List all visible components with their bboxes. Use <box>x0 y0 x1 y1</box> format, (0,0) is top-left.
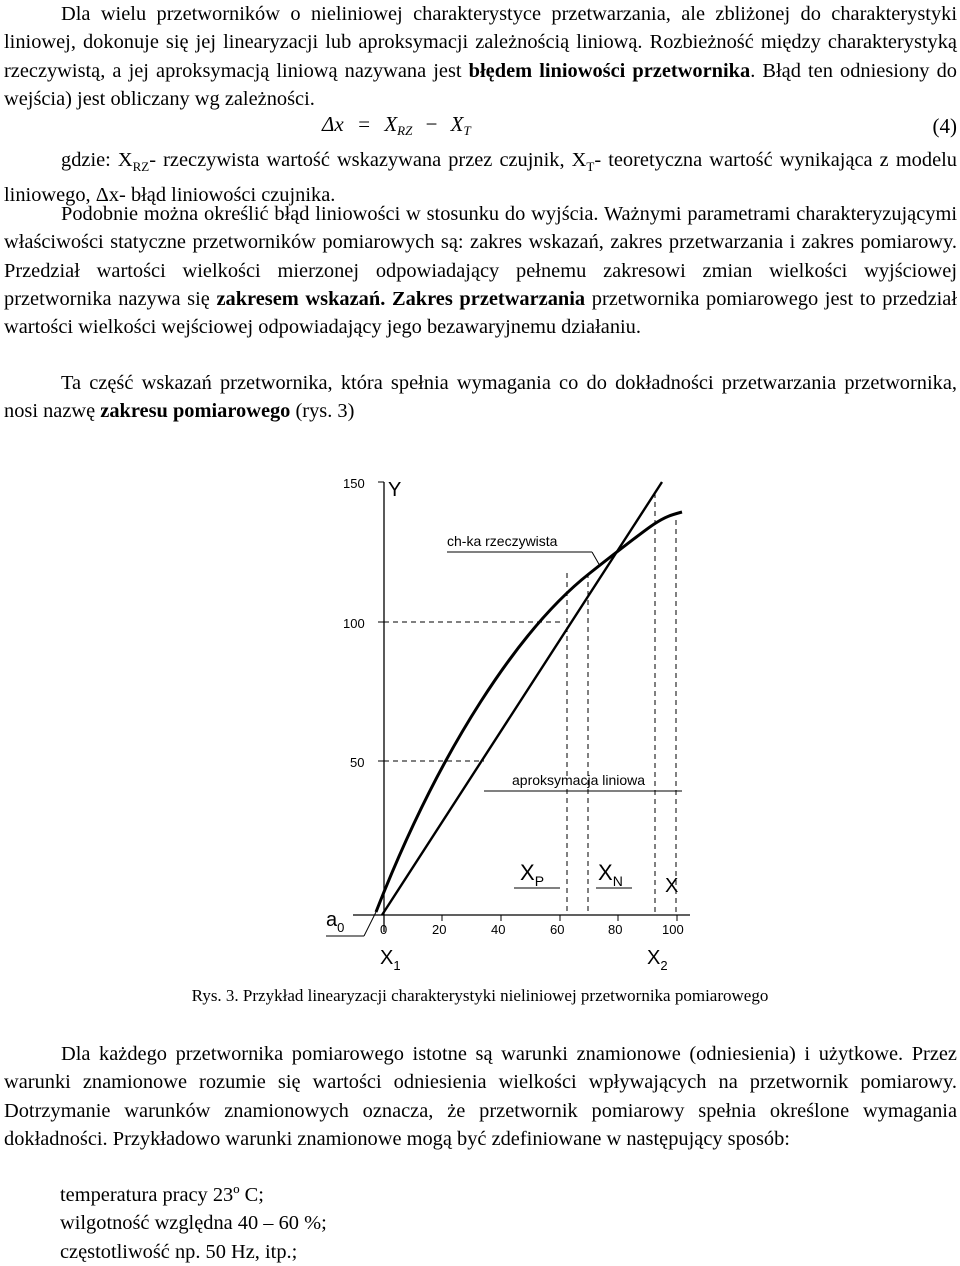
label-y-axis: Y <box>388 479 402 501</box>
equation-number: (4) <box>932 114 957 138</box>
paragraph-1-bold: błędem liniowości przetwornika <box>468 59 751 82</box>
label-x-axis: X <box>665 875 679 897</box>
equation-x-t: X <box>450 112 464 136</box>
paragraph-2-a: gdzie: X <box>61 149 133 171</box>
paragraph-3-bold-2: Zakres przetwarzania <box>391 287 586 310</box>
paragraph-4 <box>4 369 957 426</box>
paragraph-5: Dla każdego przetwornika pomiarowego istotne są warunki znamionowe (odniesienia) i użytkowe. Przez warunki znamionowe rozumie się wartości odniesienia wielkości wpływających na przetwornik pomiarowy. Dotrzymanie warunków znamionowych oznacza, że przetwornik pomiarowy spełnia określone wymagania dokładności. Przykładowo warunki znamionowe mogą być zdefiniowane w następujący sposób: <box>4 1043 957 1150</box>
x-tick-40: 40 <box>491 922 506 937</box>
paragraph-2-b: - rzeczywista wartość wskazywana przez czujnik, X <box>149 149 587 171</box>
equation-body <box>322 112 471 139</box>
list-item: wilgotność względna 40 – 60 %; <box>60 1212 327 1235</box>
figure-caption: Rys. 3. Przykład linearyzacji charakterystyki nieliniowej przetwornika pomiarowego <box>191 986 769 1005</box>
x-tick-80: 80 <box>608 922 623 937</box>
x-tick-0: 0 <box>380 922 388 937</box>
label-real-characteristic: ch-ka rzeczywista <box>447 533 558 549</box>
equation-4 <box>0 110 960 142</box>
x-ticks <box>384 915 677 921</box>
label-xp: $X_P$ <box>520 860 545 889</box>
paragraph-3-dot: . <box>380 287 392 310</box>
paragraph-3 <box>4 200 957 341</box>
label-x1: $X_1$ <box>380 947 401 973</box>
list-item: częstotliwość np. 50 Hz, itp.; <box>60 1240 298 1263</box>
conditions-list <box>60 1181 327 1266</box>
y-tick-100: 100 <box>343 616 365 631</box>
paragraph-3-text: Podobnie można określić błąd liniowości w stosunku do wyjścia. Ważnymi parametrami charakteryzującymi właściwości statyczne przetworników pomiarowych są: zakres wskazań, zakres przetwarzania i zakres pomiarowy. Przedział wartości wielkości mierzonej odpowiadający pełnemu zakresowi zmian wielkości wyjściowej przetwornika nazywa się <box>4 203 957 310</box>
paragraph-1 <box>4 0 957 113</box>
paragraph-1-text: Dla wielu przetworników o nieliniowej charakterystyce przetwarzania, ale zbliżonej do charakterystyki liniowej, dokonuje się jej linearyzacji lub aproksymacji zależnością liniową. Rozbieżność między charakterystyką rzeczywistą, a jej aproksymacją liniową nazywana jest <box>4 3 957 82</box>
paragraph-3-bold-1: zakresem wskazań <box>216 287 381 310</box>
label-linear-approximation: aproksymacja liniowa <box>512 772 646 788</box>
equation-x-rz: X <box>384 112 398 136</box>
paragraph-2-a-sub: RZ <box>132 159 150 175</box>
figure-linearization <box>0 448 960 988</box>
paragraph-1-tail: . Błąd ten odniesiony do wejścia) jest obliczany wg zależności. <box>4 59 957 110</box>
leader-real-end <box>592 552 600 566</box>
paragraph-3-tail: przetwornika pomiarowego jest to przedział wartości wielkości wejściowej odpowiadający jego bezawaryjnemu działaniu. <box>4 287 958 339</box>
paragraph-4-text: Ta część wskazań przetwornika, która spełnia wymagania co do dokładności przetwarzania przetwornika, nosi nazwę <box>4 372 957 423</box>
label-xn: $X_N$ <box>598 860 623 889</box>
paragraph-2-c: - teoretyczna wartość wynikająca z modelu liniowego, Δx- błąd liniowości czujnika. <box>4 149 957 207</box>
y-ticks <box>378 482 384 761</box>
y-tick-50: 50 <box>350 755 365 770</box>
list-item: temperatura pracy 23º C; <box>60 1184 264 1206</box>
paragraph-4-bold: zakresu pomiarowego <box>100 400 291 423</box>
dashed-grid <box>384 493 679 915</box>
label-a0: $a_0$ <box>326 909 345 935</box>
x-tick-60: 60 <box>550 922 565 937</box>
equation-equals: = <box>356 112 372 136</box>
equation-x-t-sub: T <box>463 123 471 138</box>
paragraph-4-tail: (rys. 3) <box>290 400 355 423</box>
label-x2: $X_2$ <box>647 947 668 973</box>
equation-delta: Δx <box>322 112 344 136</box>
x-tick-100: 100 <box>662 922 684 937</box>
equation-minus: − <box>425 112 438 136</box>
y-tick-150: 150 <box>343 476 365 491</box>
x-tick-20: 20 <box>432 922 447 937</box>
paragraph-2-b-sub: T <box>586 159 595 175</box>
equation-x-rz-sub: RZ <box>397 123 413 138</box>
